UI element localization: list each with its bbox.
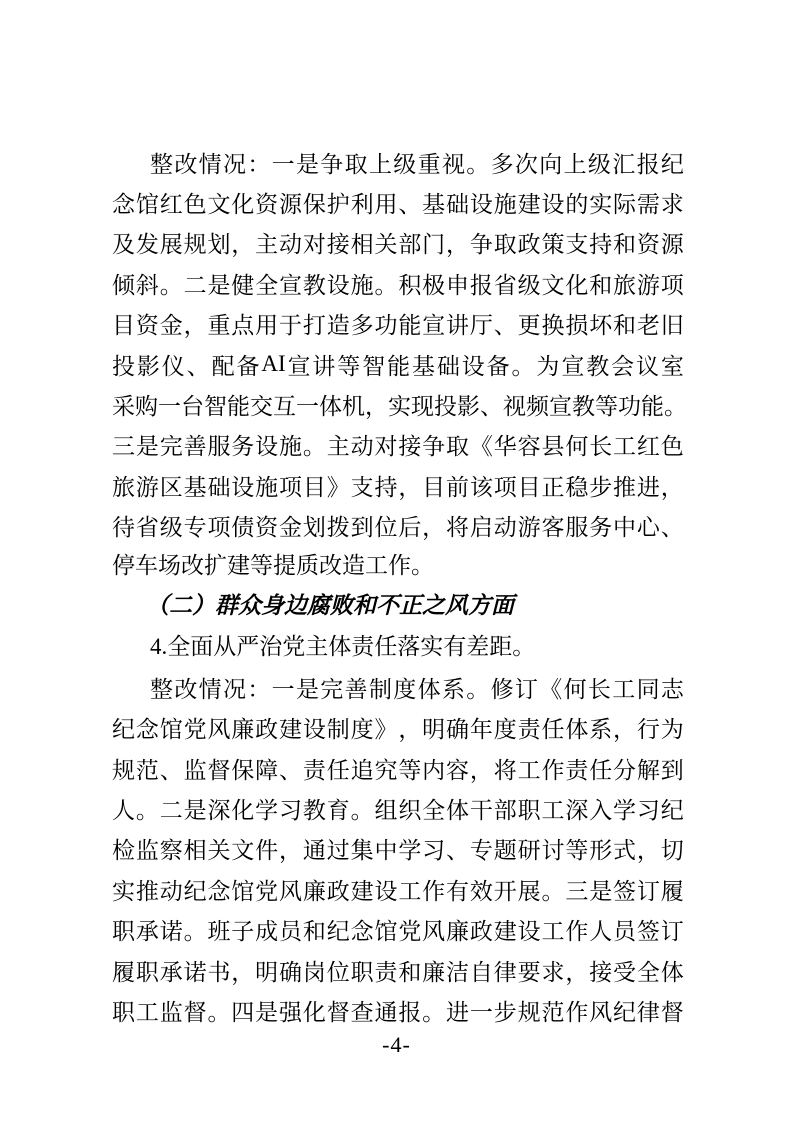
text-line: 检 监 察 相 关 文 件 ， 通 过 集 中 学 习 、 专 题 研 讨 等 形 式 ， 切 — [112, 838, 684, 864]
text-line: 目 资 金 ， 重 点 用 于 打 造 多 功 能 宣 讲 厅 、 更 换 损 坏 和 老 旧 — [112, 313, 684, 339]
section-heading-line: （二）群众身边腐败和不正之风方面 — [146, 593, 514, 619]
page-number: -4- — [382, 1032, 411, 1057]
text-line: 旅 游 区 基 础 设 施 项 目 》 支 持 ， 目 前 该 项 目 正 稳 步 推 进 ， — [112, 474, 684, 500]
document-body — [112, 142, 687, 1031]
text-line: 采 购 一 台 智 能 交 互 一 体 机 ， 实 现 投 影 、 视 频 宣 教 等 功 能 。 — [112, 394, 687, 420]
text-line: 职 承 诺 。 班 子 成 员 和 纪 念 馆 党 风 廉 政 建 设 工 作 人 员 签 订 — [112, 919, 684, 945]
text-line: 实 推 动 纪 念 馆 党 风 廉 政 建 设 工 作 有 效 开 展 。 三 是 签 订 履 — [112, 878, 684, 904]
text-line: 纪 念 馆 党 风 廉 政 建 设 制 度 》 ， 明 确 年 度 责 任 体 系 ， 行 为 — [112, 717, 684, 743]
text-line: 人 。 二 是 深 化 学 习 教 育 。 组 织 全 体 干 部 职 工 深 入 学 习 纪 — [112, 797, 684, 823]
text-line: 履 职 承 诺 书 ， 明 确 岗 位 职 责 和 廉 洁 自 律 要 求 ， 接 受 全 体 — [112, 959, 684, 985]
text-line: 三 是 完 善 服 务 设 施 。 主 动 对 接 争 取 《 华 容 县 何 长 工 红 色 — [112, 434, 684, 460]
text-line: 及 发 展 规 划 ， 主 动 对 接 相 关 部 门 ， 争 取 政 策 支 持 和 资 源 — [112, 232, 684, 258]
text-line: 整 改 情 况 ： 一 是 争 取 上 级 重 视 。 多 次 向 上 级 汇 报 纪 — [150, 151, 684, 177]
text-line: 停车场改扩建等提质改造工作。 — [112, 552, 434, 578]
text-line: 倾 斜 。 二 是 健 全 宣 教 设 施 。 积 极 申 报 省 级 文 化 和 旅 游 项 — [112, 272, 684, 298]
text-line: 职 工 监 督 。 四 是 强 化 督 查 通 报 。 进 一 步 规 范 作 风 纪 律 督 — [112, 999, 684, 1025]
text-line: 整 改 情 况 ： 一 是 完 善 制 度 体 系 。 修 订 《 何 长 工 同 志 — [150, 676, 684, 702]
text-line: 4.全面从严治党主体责任落实有差距。 — [150, 633, 536, 659]
text-line: 投 影 仪 、 配 备 AI 宣 讲 等 智 能 基 础 设 备 。 为 宣 教 会 议 室 — [112, 351, 684, 379]
text-line: 规 范 、 监 督 保 障 、 责 任 追 究 等 内 容 ， 将 工 作 责 任 分 解 到 — [112, 757, 684, 783]
text-line: 念 馆 红 色 文 化 资 源 保 护 利 用 、 基 础 设 施 建 设 的 实 际 需 求 — [112, 192, 684, 218]
text-line: 待 省 级 专 项 债 资 金 划 拨 到 位 后 ， 将 启 动 游 客 服 务 中 心 、 — [112, 515, 684, 541]
